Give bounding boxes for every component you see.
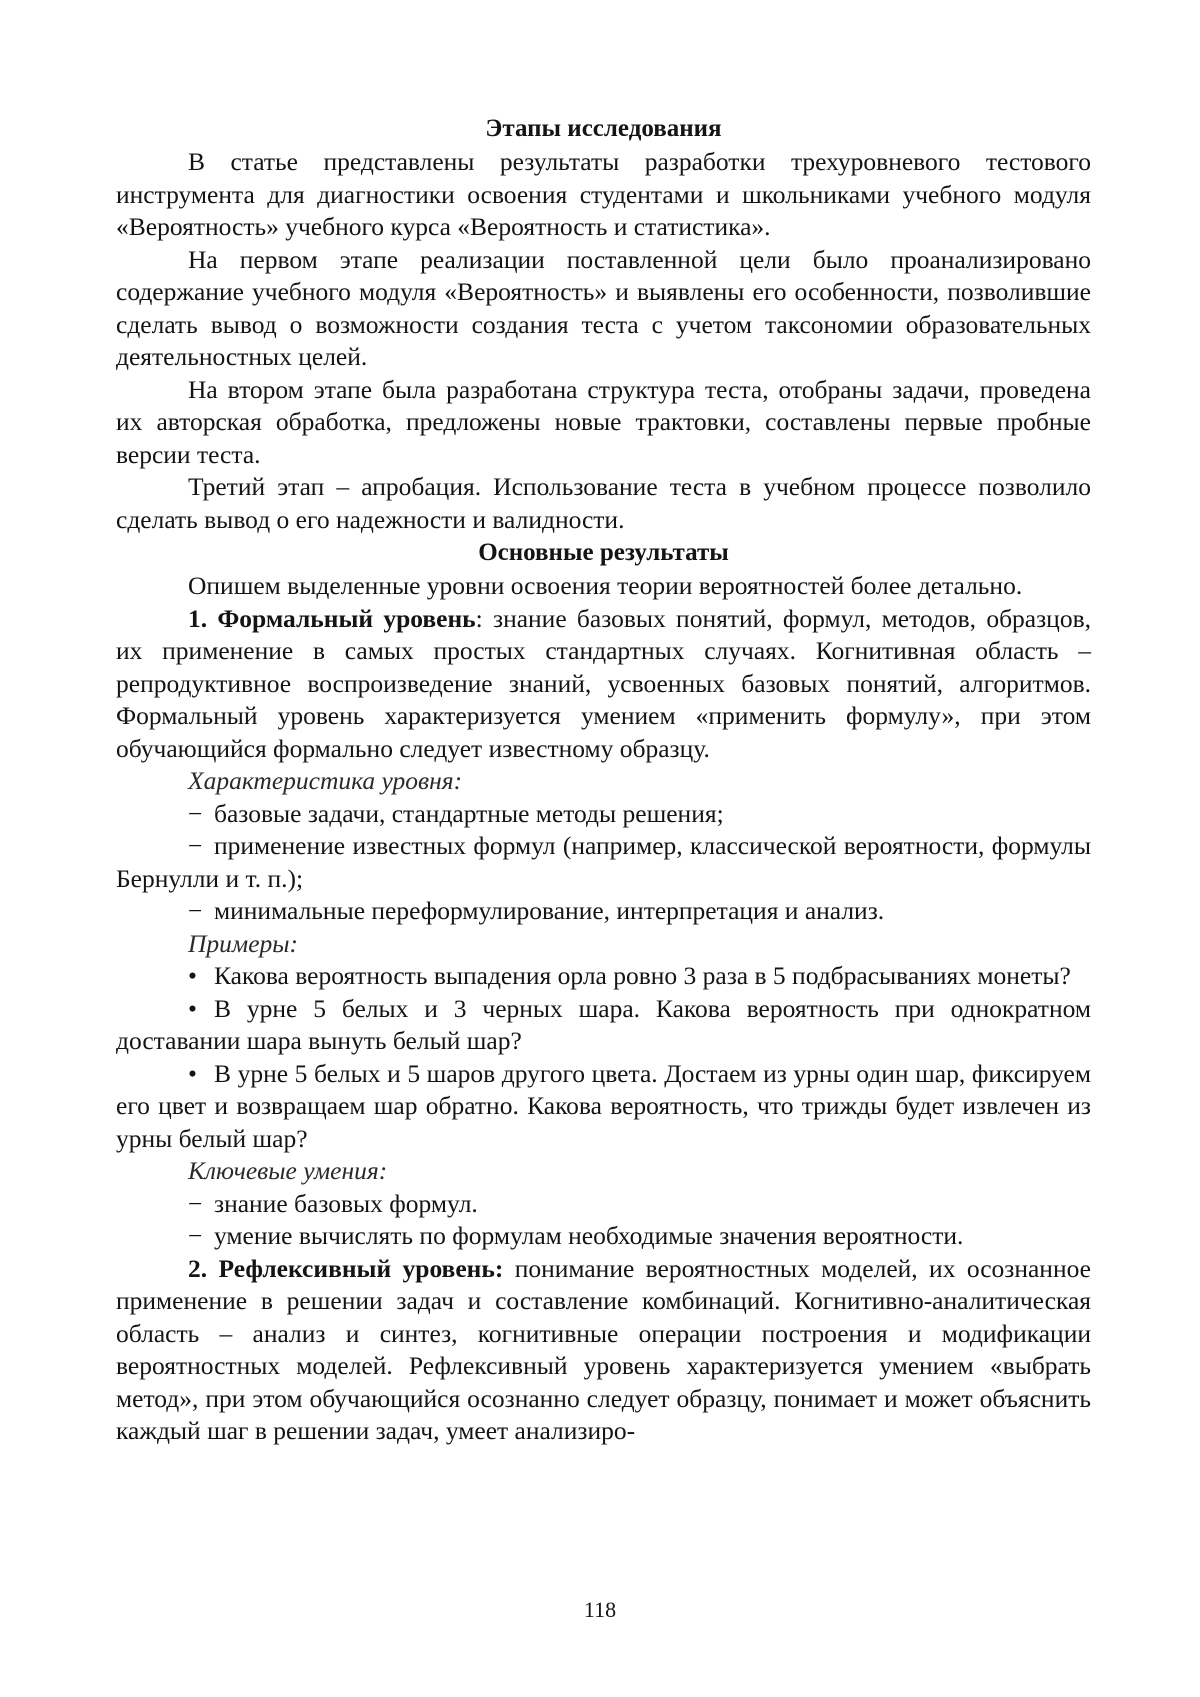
level2-title: 2. Рефлексивный уровень: [188, 1253, 504, 1283]
section-heading-stages: Этапы исследования [485, 115, 722, 142]
list-item: − минимальные переформулирование, интерпретация и анализ. [116, 895, 1091, 928]
list-item: − знание базовых формул. [116, 1188, 1091, 1221]
example-item: • Какова вероятность выпадения орла ровно 3 раза в 5 подбрасываниях монеты? [116, 960, 1091, 993]
bullet-icon: • [188, 993, 197, 1023]
list-item: − умение вычислять по формулам необходимые значения вероятности. [116, 1220, 1091, 1253]
dash-marker: − [188, 831, 203, 860]
bullet-icon: • [188, 961, 197, 990]
paragraph-intro: Опишем выделенные уровни освоения теории вероятностей более детально. [188, 571, 1023, 600]
list-item: − применение известных формул (например, классической вероятности, формулы Бернулли и т. п.); [116, 831, 1091, 893]
level1-paragraph [116, 603, 1091, 766]
paragraph: Третий этап – апробация. Использование теста в учебном процессе позволило сделать вывод о его надежности и валидности. [116, 472, 1091, 534]
dash-marker: − [188, 1188, 203, 1218]
example-item: • В урне 5 белых и 3 черных шара. Какова вероятность при однократном доставании шара вынуть белый шар? [116, 993, 1091, 1055]
dash-marker: − [188, 1221, 203, 1250]
level2-paragraph [116, 1253, 1091, 1448]
level2-text: понимание вероятностных моделей, их осознанное применение в решении задач и составление комбинаций. Когнитивно-аналитическая область – анализ и синтез, когнитивные операции построения и модификации вероятностных моделей. Рефлексивный уровень характеризуется умением «выбрать метод», при этом обучающийся осознанно следует образцу, понимает и может объяснить каждый шаг в решении задач, умеет анализиро- [116, 1253, 1091, 1445]
page-body [116, 112, 1091, 1448]
characteristics-label: Характеристика уровня: [188, 766, 463, 795]
skills-label: Ключевые умения: [188, 1156, 388, 1185]
list-item: − базовые задачи, стандартные методы решения; [116, 798, 1091, 831]
level1-title: 1. Формальный уровень [188, 603, 476, 633]
paragraph: В статье представлены результаты разработки трехуровневого тестового инструмента для диагностики освоения студентами и школьниками учебного модуля «Вероятность» учебного курса «Вероятность и статистика». [116, 147, 1091, 241]
section-heading-results: Основные результаты [478, 539, 729, 566]
dash-marker: − [188, 798, 203, 828]
page-number: 118 [583, 1597, 617, 1622]
dash-marker: − [188, 896, 203, 925]
example-item: • В урне 5 белых и 5 шаров другого цвета. Достаем из урны один шар, фиксируем его цвет и возвращаем шар обратно. Какова вероятность, что трижды будет извлечен из урны белый шар? [116, 1058, 1091, 1153]
bullet-icon: • [188, 1058, 197, 1088]
paragraph: На первом этапе реализации поставленной цели было проанализировано содержание учебного модуля «Вероятность» и выявлены его особенности, позволившие сделать вывод о возможности создания теста с учетом таксономии образовательных деятельностных целей. [116, 244, 1091, 371]
level1-text: : знание базовых понятий, формул, методов, образцов, их применение в самых простых стандартных случаях. Когнитивная область – репродуктивное воспроизведение знаний, усвоенных базовых понятий, алгоритмов. Формальный уровень характеризуется умением «применить формулу», при этом обучающийся формально следует известному образцу. [116, 603, 1091, 763]
examples-label: Примеры: [188, 928, 299, 958]
paragraph: На втором этапе была разработана структура теста, отобраны задачи, проведена их авторская обработка, предложены новые трактовки, составлены первые пробные версии теста. [116, 374, 1091, 469]
